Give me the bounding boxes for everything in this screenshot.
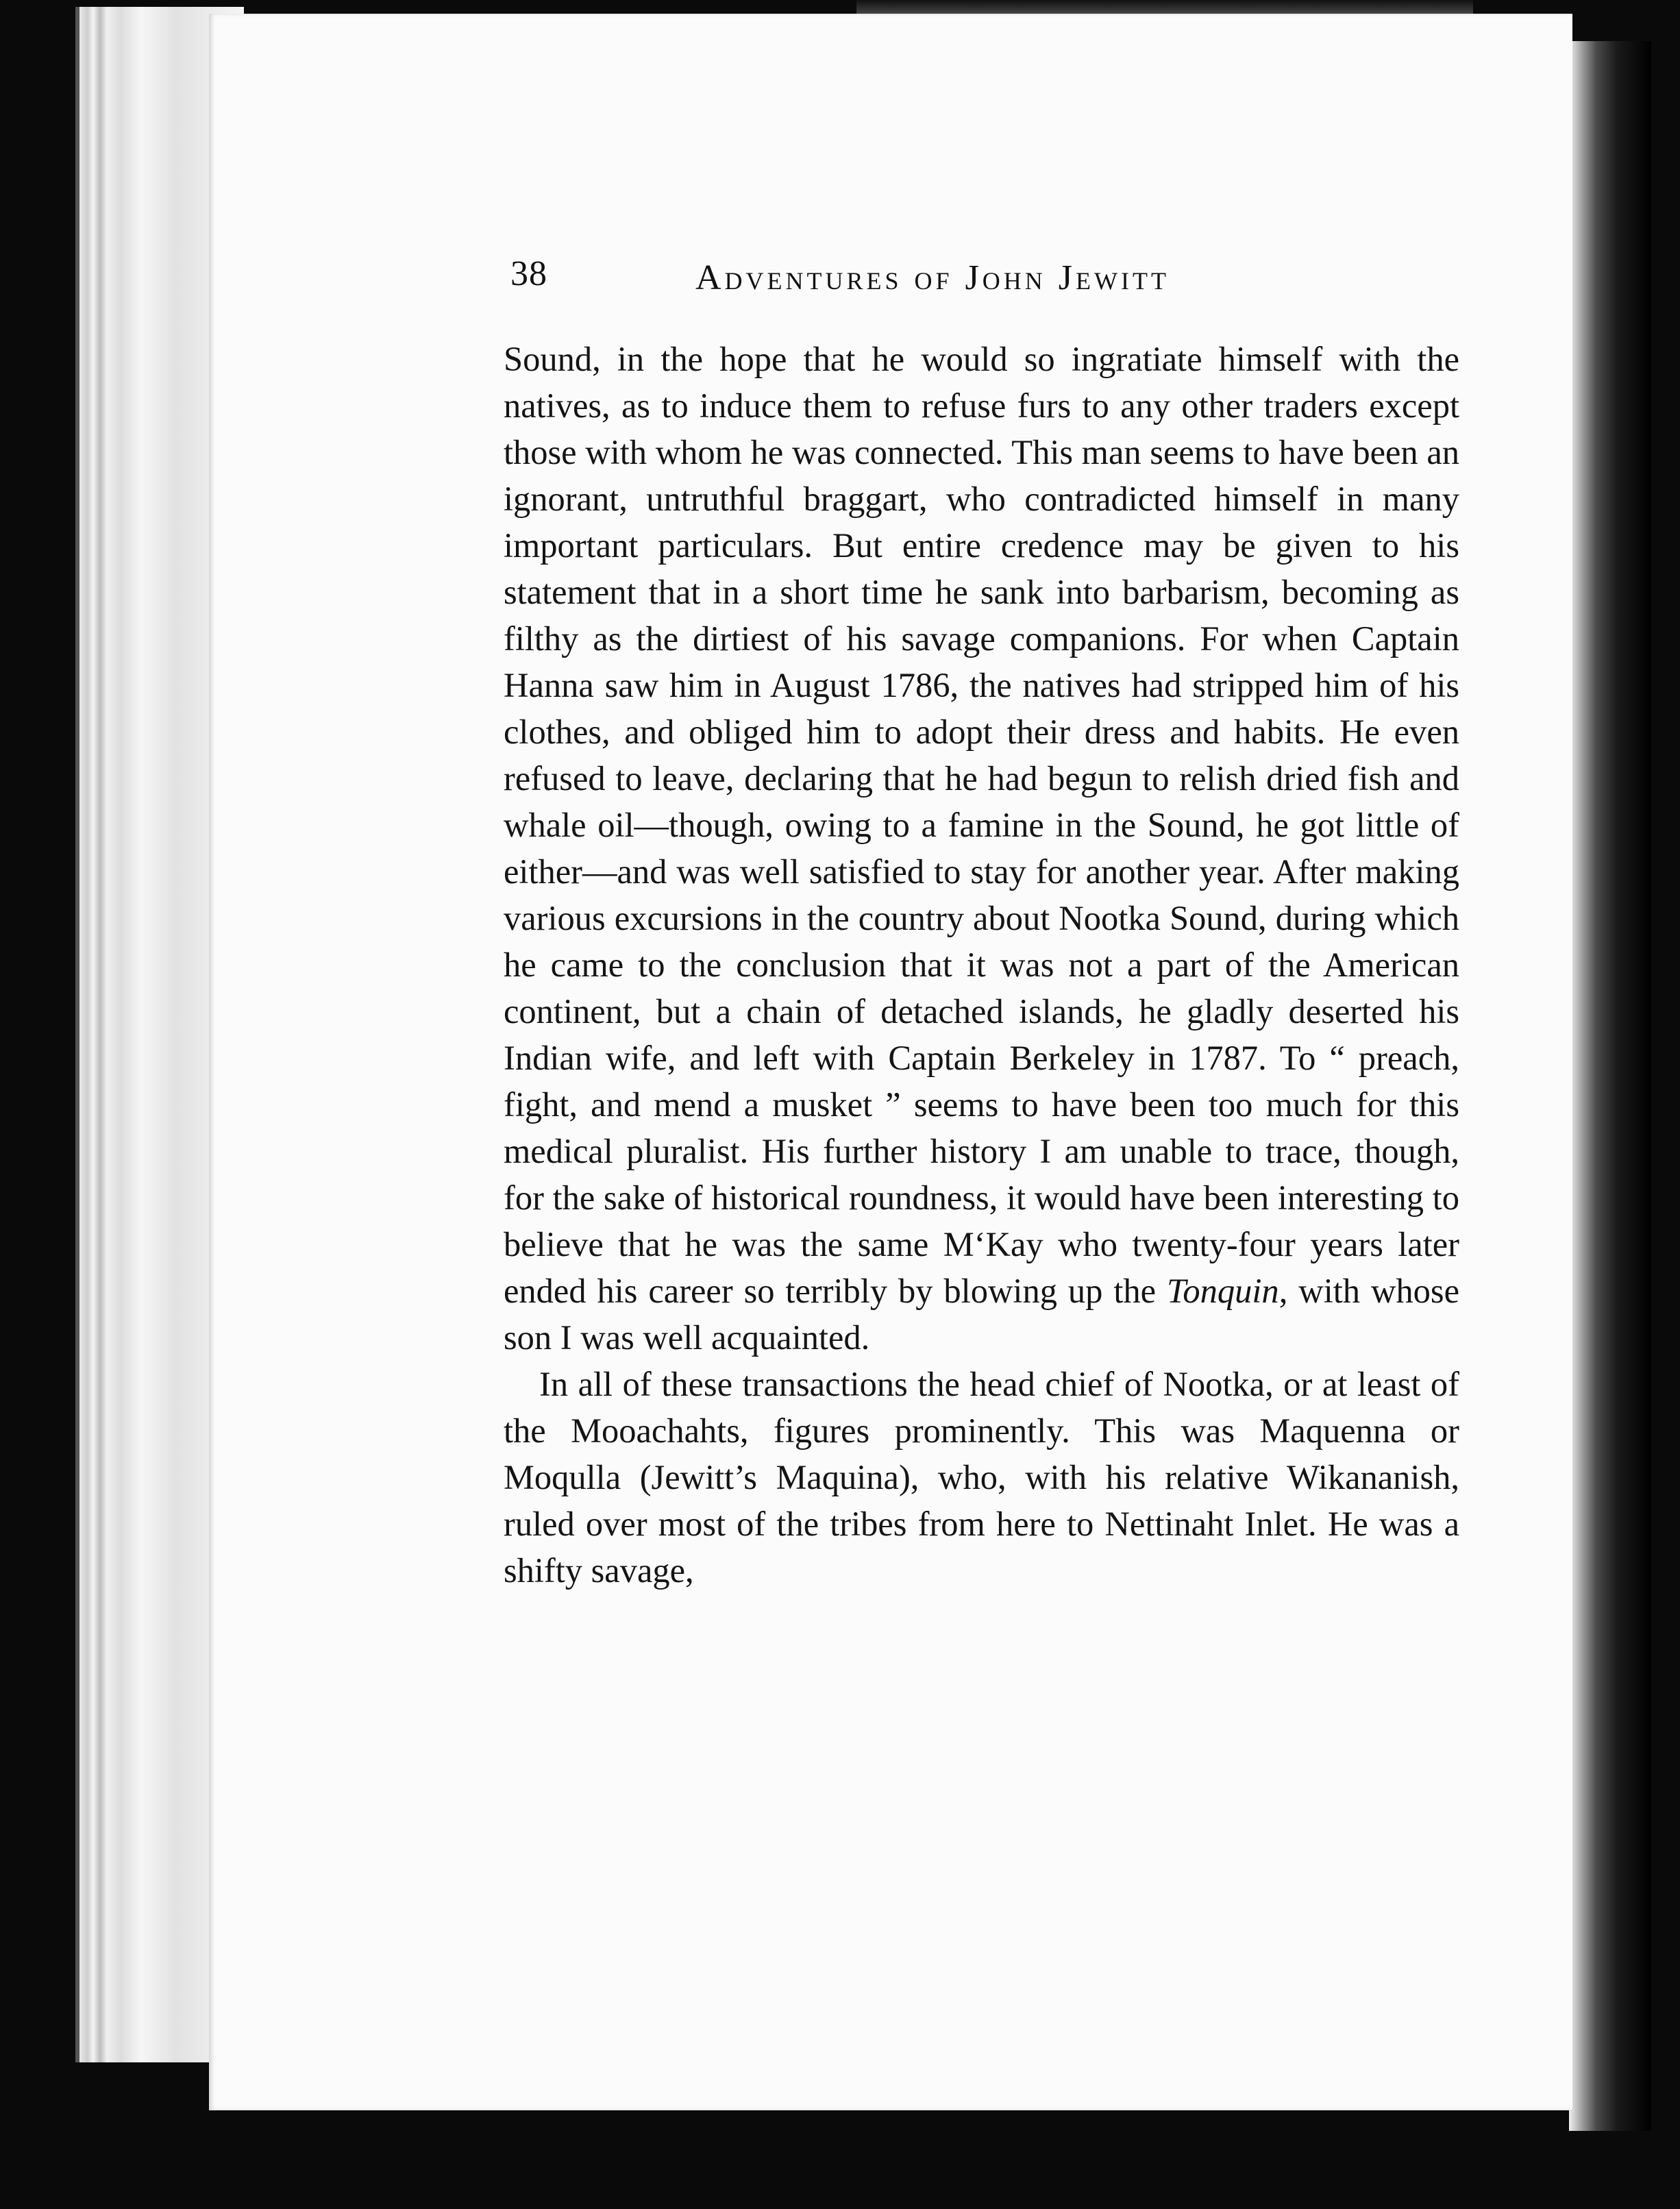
binding-gutter xyxy=(1569,41,1651,2131)
paragraph-1-text: Sound, in the hope that he would so ingratiate himself with the natives, as to induce them to refuse furs to any other traders except those with whom he was connected. This man seems to have been an ignorant, untruthful braggart, who contradicted himself in many important particulars. But entire credence may be given to his statement that in a short time he sank into barbarism, becoming as filthy as the dirtiest of his savage companions. For when Captain Hanna saw him in August 1786, the natives had stripped him of his clothes, and obliged him to adopt their dress and habits. He even refused to leave, declaring that he had begun to relish dried fish and whale oil—though, owing to a famine in the Sound, he got little of either—and was well satisfied to stay for another year. After making various excursions in the country about Nootka Sound, during which he came to the conclusion that it was not a part of the American continent, but a chain of detached islands, he gladly deserted his Indian wife, and left with Captain Berkeley in 1787. To “ preach, fight, and mend a musket ” seems to have been too much for this medical pluralist. His further history I am unable to trace, though, for the sake of historical roundness, it would have been interesting to believe that he was the same M‘Kay who twenty-four years later ended his career so terribly by blowing up the xyxy=(504,340,1459,1310)
body-text xyxy=(504,336,1459,1594)
paragraph-1-end: , with whose son I was well acquainted. xyxy=(504,1272,1459,1357)
running-head xyxy=(510,254,1298,308)
paragraph-2: In all of these transactions the head chief of Nootka, or at least of the Mooachahts, figures prominently. This was Maquenna or Moqulla (Jewitt’s Maquina), who, with his relative Wikananish, ruled over most of the tribes from here to Nettinaht Inlet. He was a shifty savage, xyxy=(504,1365,1459,1590)
page-number: 38 xyxy=(510,254,547,293)
ship-name: Tonquin xyxy=(1166,1272,1279,1310)
paragraph-1 xyxy=(504,336,1459,1361)
running-title: Adventures of John Jewitt xyxy=(695,258,1170,297)
